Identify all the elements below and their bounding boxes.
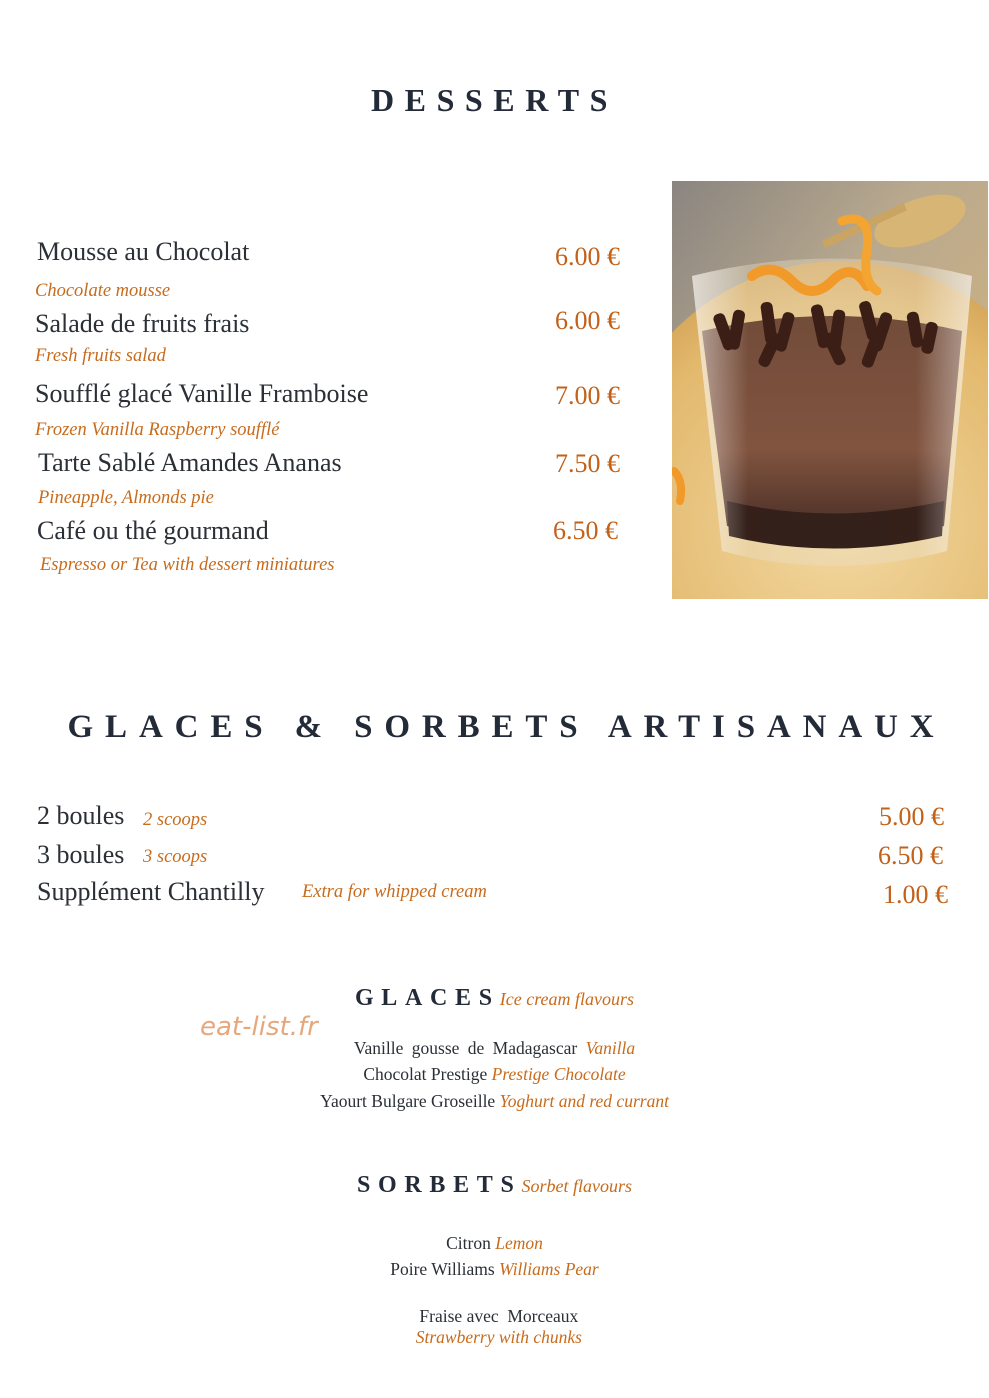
dessert-name: Café ou thé gourmand	[37, 516, 269, 545]
sorbets-flavour	[0, 1233, 989, 1254]
flavour-fr: Poire Williams	[390, 1259, 495, 1279]
dessert-description: Chocolate mousse	[35, 281, 171, 301]
glaces-sorbets-title: GLACES & SORBETS ARTISANAUX	[67, 709, 946, 745]
sorbets-flavour	[0, 1259, 989, 1280]
dessert-description: Pineapple, Almonds pie	[38, 488, 214, 508]
flavour-fr: Citron	[446, 1233, 491, 1253]
dessert-name: Soufflé glacé Vanille Framboise	[35, 379, 369, 408]
flavour-fr: Vanille gousse de Madagascar	[353, 1038, 578, 1058]
flavour-en: Yoghurt and red currant	[499, 1091, 669, 1111]
flavour-en: Williams Pear	[499, 1259, 599, 1279]
flavour-en: Strawberry with chunks	[415, 1327, 582, 1347]
sorbets-title: SORBETS	[357, 1172, 522, 1198]
dessert-description: Frozen Vanilla Raspberry soufflé	[35, 420, 280, 440]
chocolate-mousse-photo	[672, 181, 988, 599]
scoop-name: 2 boules	[37, 801, 125, 830]
sorbets-flavour	[0, 1285, 989, 1348]
scoop-description: Extra for whipped cream	[302, 882, 487, 902]
flavour-fr: Chocolat Prestige	[363, 1064, 488, 1084]
glaces-header	[0, 985, 989, 1012]
dessert-name: Mousse au Chocolat	[37, 237, 250, 266]
dessert-price: 6.00 €	[555, 242, 620, 271]
scoop-price: 1.00 €	[883, 880, 948, 909]
watermark: eat-list.fr	[200, 1012, 318, 1042]
glaces-flavour	[0, 1038, 989, 1059]
dessert-description: Fresh fruits salad	[35, 346, 166, 366]
glaces-flavour	[0, 1091, 989, 1112]
sorbets-subtitle: Sorbet flavours	[521, 1176, 632, 1196]
scoop-price: 6.50 €	[878, 841, 943, 870]
flavour-en: Prestige Chocolate	[491, 1064, 626, 1084]
scoop-description: 3 scoops	[143, 847, 208, 867]
scoop-description: 2 scoops	[143, 810, 208, 830]
dessert-price: 6.00 €	[555, 306, 620, 335]
scoop-price: 5.00 €	[879, 802, 944, 831]
sorbets-header	[0, 1172, 989, 1199]
dessert-name: Salade de fruits frais	[35, 309, 250, 338]
flavour-fr: Fraise avec Morceaux	[419, 1306, 579, 1326]
dessert-price: 6.50 €	[553, 516, 618, 545]
desserts-title: DESSERTS	[371, 82, 618, 118]
dessert-price: 7.50 €	[555, 449, 620, 478]
scoop-name: 3 boules	[37, 840, 125, 869]
glaces-subtitle: Ice cream flavours	[499, 989, 635, 1009]
flavour-en: Vanilla	[585, 1038, 636, 1058]
glaces-flavour	[0, 1064, 989, 1085]
dessert-price: 7.00 €	[555, 381, 620, 410]
flavour-fr: Yaourt Bulgare Groseille	[320, 1091, 496, 1111]
dessert-description: Espresso or Tea with dessert miniatures	[40, 555, 335, 575]
scoop-name: Supplément Chantilly	[37, 877, 265, 906]
glaces-title: GLACES	[354, 985, 500, 1011]
flavour-en: Lemon	[495, 1233, 543, 1253]
dessert-name: Tarte Sablé Amandes Ananas	[38, 448, 342, 477]
